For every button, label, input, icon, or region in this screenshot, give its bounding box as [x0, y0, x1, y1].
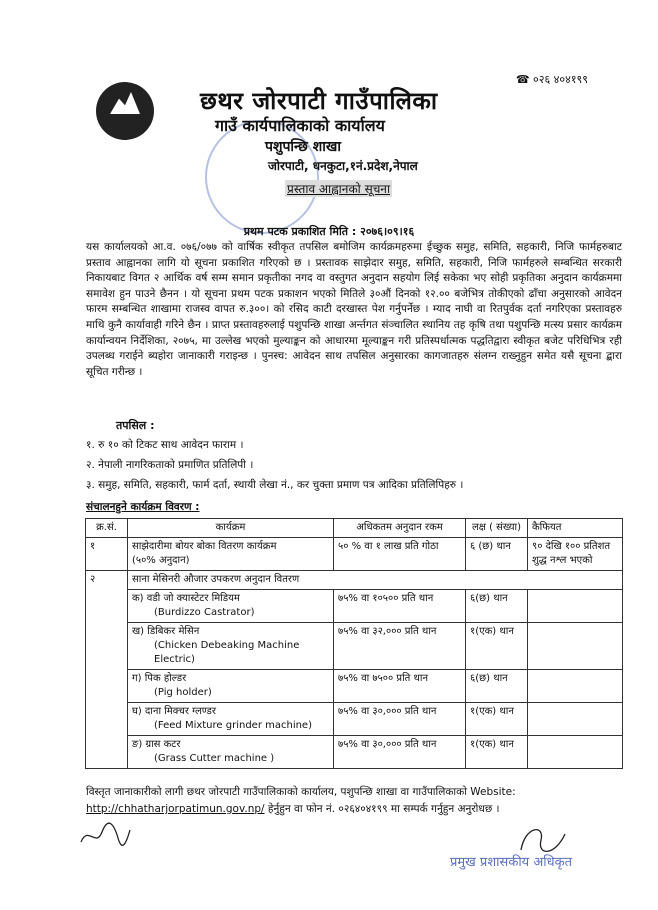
phone-number: ☎ ०२६ ४०४१९९: [515, 73, 588, 86]
row-sn: २: [86, 571, 128, 590]
branch-title: पशुपन्छि शाखा: [265, 139, 341, 155]
footer-contact: [86, 784, 622, 818]
tapasil-heading: तपसिल :: [116, 419, 155, 432]
row-target: ६(छ) थान: [466, 590, 528, 623]
row-program: [128, 623, 334, 670]
officer-stamp: प्रमुख प्रशासकीय अधिकृत: [450, 855, 573, 870]
header-program: कार्यक्रम: [128, 519, 334, 538]
row-spacer: [86, 623, 128, 670]
row-amount: ५० % वा १ लाख प्रति गोठा: [334, 538, 466, 571]
row-sn: १: [86, 538, 128, 571]
table-row: [86, 590, 623, 623]
notice-title: प्रस्ताव आह्वानको सूचना: [287, 182, 391, 196]
row-program: [128, 670, 334, 703]
program-table: [85, 518, 623, 769]
program-name: ङ) ग्रास कटर: [132, 739, 181, 750]
row-remark: [528, 736, 623, 769]
table-row: [86, 736, 623, 769]
row-remark: ९० देखि १०० प्रतिशत शुद्ध नश्ल भएको: [528, 538, 623, 571]
row-amount: ७५% वा ३२,००० प्रति थान: [334, 623, 466, 670]
table-caption: संचालनहुने कार्यक्रम विवरण :: [86, 501, 200, 513]
row-amount: ७५% वा ३०,००० प्रति थान: [334, 736, 466, 769]
row-spacer: [86, 670, 128, 703]
list-item: २. नेपाली नागरिकताको प्रमाणित प्रतिलिपी ।: [86, 459, 254, 471]
program-name: साझेदारीमा बोयर बोका वितरण कार्यक्रम: [132, 541, 277, 552]
signature-left: [78, 820, 133, 850]
footer-text: हेर्नुहुन वा फोन नं. ०२६४०४१९९ मा सम्पर्क गर्नुहुन अनुरोधछ ।: [264, 803, 500, 815]
program-note: (५०% अनुदान): [132, 555, 190, 566]
program-name: क) वडी जो क्यास्टेटर मिडियम: [132, 593, 240, 604]
program-english: (Grass Cutter machine ): [154, 753, 275, 764]
row-spacer: [86, 703, 128, 736]
program-name: ख) डिबिकर मेसिन: [132, 626, 200, 637]
publish-date: प्रथम पटक प्रकाशित मिति : २०७६।०९।१६: [243, 225, 415, 238]
row-target: ६ (छ) थान: [466, 538, 528, 571]
table-row: [86, 703, 623, 736]
row-spacer: [86, 590, 128, 623]
header-amount: अधिकतम अनुदान रकम: [334, 519, 466, 538]
table-row: [86, 623, 623, 670]
header-target: लक्ष ( संख्या): [466, 519, 528, 538]
header-remark: कैफियत: [528, 519, 623, 538]
row-amount: ७५% वा ३०,००० प्रति थान: [334, 703, 466, 736]
row-program: [128, 590, 334, 623]
municipality-title: छथर जोरपाटी गाउँपालिका: [200, 87, 438, 115]
row-target: ६(छ) थान: [466, 670, 528, 703]
program-name: घ) दाना मिक्चर ग्लण्डर: [132, 706, 216, 717]
row-program: साना मेसिनरी औजार उपकरण अनुदान वितरण: [128, 571, 623, 590]
header-sn: क्र.सं.: [86, 519, 128, 538]
row-remark: [528, 703, 623, 736]
footer-text: विस्तृत जानाकारीको लागी छथर जोरपाटी गाउँपालिकाको कार्यालय, पशुपन्छि शाखा वा गाउँपालिकाको Website:: [86, 786, 516, 798]
table-row: [86, 571, 623, 590]
table-row: [86, 670, 623, 703]
row-target: १(एक) थान: [466, 623, 528, 670]
row-program: [128, 538, 334, 571]
row-program: [128, 736, 334, 769]
row-amount: ७५% वा १०५०० प्रति थान: [334, 590, 466, 623]
row-spacer: [86, 736, 128, 769]
row-remark: [528, 670, 623, 703]
address: जोरपाटी, धनकुटा,१नं.प्रदेश,नेपाल: [268, 159, 418, 173]
program-english: (Chicken Debeaking Machine Electric): [154, 640, 300, 665]
row-target: १(एक) थान: [466, 703, 528, 736]
row-remark: [528, 590, 623, 623]
table-header-row: [86, 519, 623, 538]
website-link[interactable]: http://chhatharjorpatimun.gov.np/: [86, 803, 265, 815]
emblem-logo-icon: [96, 82, 154, 140]
office-title: गाउँ कार्यपालिकाको कार्यालय: [215, 116, 385, 135]
program-english: (Feed Mixture grinder machine): [154, 720, 312, 731]
table-row: [86, 538, 623, 571]
program-english: (Burdizzo Castrator): [154, 607, 255, 618]
tapasil-list: [86, 435, 463, 495]
row-program: [128, 703, 334, 736]
program-name: ग) पिक होल्डर: [132, 673, 187, 684]
row-target: १(एक) थान: [466, 736, 528, 769]
program-english: (Pig holder): [154, 687, 212, 698]
row-remark: [528, 623, 623, 670]
list-item: ३. समुह, समिति, सहकारी, फार्म दर्ता, स्थायी लेखा नं., कर चुक्ता प्रमाण पत्र आदिका प्रतिलिपिहरु ।: [86, 479, 464, 491]
row-amount: ७५% वा ७५०० प्रति थान: [334, 670, 466, 703]
body-paragraph: यस कार्यालयको आ.व. ०७६/०७७ को वार्षिक स्वीकृत तपसिल बमोजिम कार्यक्रमहरुमा ईच्छुक समुह, समिति, सहकारी, निजि फार्महरुबाट प्रस्ताव आह्वानका लागि यो सूचना प्रकाशित गरिएको छ । प्रस्तावक साझेदार समुह, समिति, सहकारी, निजि फार्महरुले सम्बन्धित सरकारी निकायबाट विगत २ आर्थिक वर्ष सम्म समान प्रकृतीका नगद वा वस्तुगत अनुदान सहयोग लिई सकेका भए सोही प्रकृतिका अनुदान कार्यक्रममा समावेश हुन पाउने छैनन । यो सूचना प्रथम पटक प्रकाशन भएको मितिले ३०औं दिनको १२.०० बजेभित्र तोकीएको ढाँचा अनुसारको आवेदन फारम सम्बन्धित शाखामा राजस्व वापत रु.३००। को रसिद काटी दरखास्त पेश गर्नुपर्नेछ । म्याद नाघी वा रितपुर्वक दर्ता नगरिएका प्रस्तावहरु माथि कुनै कार्यावाही गरिने छैन । प्राप्त प्रस्तावहरुलाई पशुपन्छि शाखा अर्न्तगत संञ्चालित स्थानिय तह कृषि तथा पशुपन्छि मत्स्य प्रसार कार्यक्रम कार्यान्वयन निर्देशिका, २०७५, मा उल्लेख भएको मुल्याङ्कन को आधारमा मूल्याङ्कन गरी प्रतिस्पर्धात्मक पद्धतिद्वारा स्वीकृत बजेट परिधिभित्र रही उपलब्ध गराईने ब्यहोरा जानाकारी गराइन्छ । पुनस्च: आवेदन साथ तपसिल अनुसारका कागजातहरु संलग्न राख्नुहुन समेत यसै सूचना द्बारा सूचित गरीन्छ ।: [86, 241, 622, 378]
list-item: १. रु १० को टिकट साथ आवेदन फाराम ।: [86, 439, 244, 451]
